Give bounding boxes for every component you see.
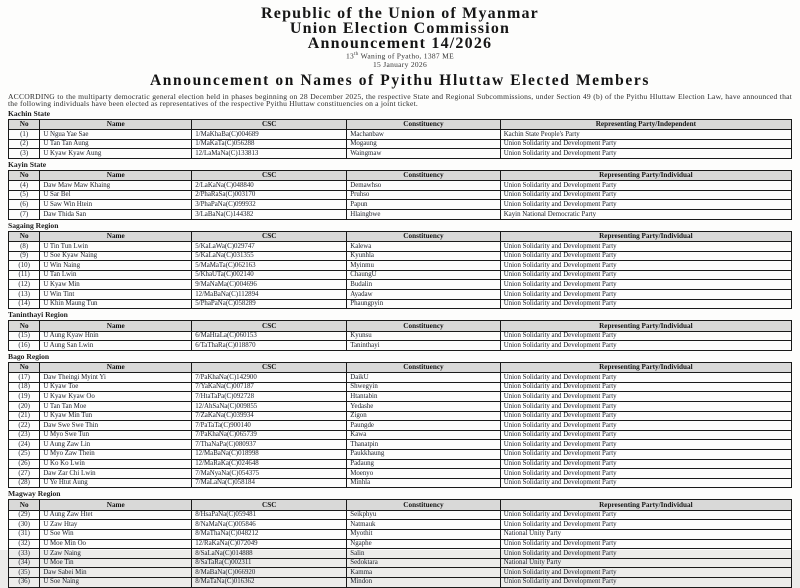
table-row: [9, 558, 792, 568]
representing-party: Union Solidarity and Development Party: [500, 331, 791, 341]
csc-number: 12/MaRaKa(C)024648: [192, 459, 347, 469]
representing-party: Union Solidarity and Development Party: [500, 139, 791, 149]
table-header-row: [9, 362, 792, 372]
table-row: [9, 210, 792, 220]
table-header-row: [9, 231, 792, 241]
column-header: Representing Party/Individual: [500, 231, 791, 241]
representing-party: Union Solidarity and Development Party: [500, 411, 791, 421]
announcement-number: Announcement 14/2026: [307, 35, 493, 52]
row-number: (27): [9, 469, 40, 479]
csc-number: 5/MaMaTa(C)062163: [192, 261, 347, 271]
table-row: [9, 430, 792, 440]
representing-party: Union Solidarity and Development Party: [500, 190, 791, 200]
column-header: CSC: [192, 362, 347, 372]
representing-party: Union Solidarity and Development Party: [500, 200, 791, 210]
csc-number: 7/MaLaNa(C)058184: [192, 478, 347, 488]
representing-party: Union Solidarity and Development Party: [500, 449, 791, 459]
column-header: CSC: [192, 119, 347, 129]
constituency: Phaungpyin: [347, 299, 500, 309]
representing-party: Union Solidarity and Development Party: [500, 181, 791, 191]
row-number: (2): [9, 139, 40, 149]
table-row: [9, 449, 792, 459]
representing-party: Union Solidarity and Development Party: [500, 568, 791, 578]
column-header: Representing Party/Individual: [500, 500, 791, 510]
column-header: CSC: [192, 321, 347, 331]
row-number: (18): [9, 382, 40, 392]
constituency: Myothit: [347, 529, 500, 539]
representing-party: Union Solidarity and Development Party: [500, 510, 791, 520]
column-header: Name: [40, 362, 192, 372]
csc-number: 8/NaMaNa(C)005846: [192, 520, 347, 530]
representing-party: Kachin State People's Party: [500, 130, 791, 140]
column-header: Name: [40, 119, 192, 129]
row-number: (19): [9, 392, 40, 402]
row-number: (9): [9, 251, 40, 261]
table-row: [9, 251, 792, 261]
csc-number: 8/MaBaNa(C)066920: [192, 568, 347, 578]
table-row: [9, 242, 792, 252]
table-row: [9, 139, 792, 149]
constituency: Pruhso: [347, 190, 500, 200]
constituency: Waingmaw: [347, 149, 500, 159]
member-name: U Aung San Lwin: [40, 341, 192, 351]
column-header: Name: [40, 321, 192, 331]
constituency: Moenyo: [347, 469, 500, 479]
csc-number: 5/KhaUTa(C)002140: [192, 270, 347, 280]
member-name: Daw Thida San: [40, 210, 192, 220]
table-row: [9, 331, 792, 341]
column-header: No: [9, 362, 40, 372]
csc-number: 12/LaMaNa(C)133813: [192, 149, 347, 159]
csc-number: 12/MaBaNa(C)018998: [192, 449, 347, 459]
member-name: U Tin Tun Lwin: [40, 242, 192, 252]
csc-number: 8/MaTaNa(C)016362: [192, 577, 347, 587]
row-number: (1): [9, 130, 40, 140]
member-name: U Myo Zaw Thein: [40, 449, 192, 459]
csc-number: 2/LaKaNa(C)048840: [192, 181, 347, 191]
member-name: U Tan Tan Moe: [40, 402, 192, 412]
csc-number: 7/ZaKaNa(C)039934: [192, 411, 347, 421]
member-name: Daw Sabei Min: [40, 568, 192, 578]
row-number: (31): [9, 529, 40, 539]
representing-party: Union Solidarity and Development Party: [500, 270, 791, 280]
row-number: (25): [9, 449, 40, 459]
csc-number: 6/TaThaRa(C)018870: [192, 341, 347, 351]
row-number: (20): [9, 402, 40, 412]
member-name: Daw Swe Swe Thin: [40, 421, 192, 431]
constituency: Taninthayi: [347, 341, 500, 351]
region-label: Sagaing Region: [8, 220, 59, 230]
row-number: (28): [9, 478, 40, 488]
member-name: U Aung Zaw Lin: [40, 440, 192, 450]
row-number: (17): [9, 373, 40, 383]
representing-party: Union Solidarity and Development Party: [500, 478, 791, 488]
region-label: Kachin State: [8, 108, 50, 118]
member-name: U Soe Naing: [40, 577, 192, 587]
representing-party: National Unity Party: [500, 529, 791, 539]
member-name: U Khin Maung Tun: [40, 299, 192, 309]
constituency: Kamma: [347, 568, 500, 578]
column-header: Constituency: [347, 500, 500, 510]
row-number: (34): [9, 558, 40, 568]
csc-number: 7/PaTaTa(C)900140: [192, 421, 347, 431]
table-header-row: [9, 170, 792, 180]
row-number: (23): [9, 430, 40, 440]
row-number: (7): [9, 210, 40, 220]
csc-number: 7/HtaTaPa(C)092728: [192, 392, 347, 402]
csc-number: 9/MaNaMa(C)004696: [192, 280, 347, 290]
member-name: Daw Theingi Myint Yi: [40, 373, 192, 383]
constituency: Papun: [347, 200, 500, 210]
csc-number: 7/PaKhaNa(C)065739: [192, 430, 347, 440]
csc-number: 12/AhSaNa(C)009855: [192, 402, 347, 412]
announcement-subtitle: Announcement on Names of Pyithu Hluttaw Elected Members: [149, 71, 650, 89]
table-row: [9, 577, 792, 587]
column-header: No: [9, 500, 40, 510]
constituency: Natmauk: [347, 520, 500, 530]
row-number: (8): [9, 242, 40, 252]
column-header: Representing Party/Individual: [500, 362, 791, 372]
csc-number: 5/KaLaWa(C)029747: [192, 242, 347, 252]
row-number: (29): [9, 510, 40, 520]
csc-number: 1/MaKhaBa(C)004689: [192, 130, 347, 140]
member-name: U Kyaw Toe: [40, 382, 192, 392]
member-name: U Ngua Yae Sae: [40, 130, 192, 140]
csc-number: 7/ThaNaPa(C)080937: [192, 440, 347, 450]
row-number: (15): [9, 331, 40, 341]
table-row: [9, 200, 792, 210]
member-name: U Sar Bel: [40, 190, 192, 200]
table-row: [9, 373, 792, 383]
row-number: (13): [9, 290, 40, 300]
constituency: Sedoktara: [347, 558, 500, 568]
row-number: (5): [9, 190, 40, 200]
column-header: No: [9, 170, 40, 180]
constituency: Machanbaw: [347, 130, 500, 140]
representing-party: Union Solidarity and Development Party: [500, 392, 791, 402]
constituency: Myinmu: [347, 261, 500, 271]
csc-number: 7/PaKhaNa(C)142900: [192, 373, 347, 383]
constituency: ChaungU: [347, 270, 500, 280]
row-number: (3): [9, 149, 40, 159]
constituency: Paukkhaung: [347, 449, 500, 459]
column-header: Representing Party/Independent: [500, 119, 791, 129]
member-name: U Tan Lwin: [40, 270, 192, 280]
row-number: (22): [9, 421, 40, 431]
representing-party: Union Solidarity and Development Party: [500, 341, 791, 351]
member-name: U Kyaw Kyaw Aung: [40, 149, 192, 159]
representing-party: Union Solidarity and Development Party: [500, 440, 791, 450]
members-table: [8, 320, 792, 351]
members-table: [8, 231, 792, 310]
row-number: (12): [9, 280, 40, 290]
column-header: CSC: [192, 500, 347, 510]
representing-party: Union Solidarity and Development Party: [500, 459, 791, 469]
column-header: Constituency: [347, 170, 500, 180]
table-header-row: [9, 119, 792, 129]
representing-party: Union Solidarity and Development Party: [500, 242, 791, 252]
representing-party: Union Solidarity and Development Party: [500, 421, 791, 431]
constituency: Mindon: [347, 577, 500, 587]
table-row: [9, 270, 792, 280]
region-label: Bago Region: [8, 351, 50, 361]
table-row: [9, 341, 792, 351]
table-header-row: [9, 500, 792, 510]
representing-party: Union Solidarity and Development Party: [500, 549, 791, 559]
intro-paragraph: ACCORDING to the multiparty democratic general election held in phases beginning on 28 December 2025, the respective State and Regional Subcommissions, under Section 49 (b) of the Pyithu Hluttaw Election Law, have announced that the following individuals have been elected as representatives of the respective Pyithu Hluttaw constituencies on a joint ticket.: [8, 91, 792, 109]
column-header: No: [9, 231, 40, 241]
table-row: [9, 459, 792, 469]
table-row: [9, 421, 792, 431]
constituency: DaikU: [347, 373, 500, 383]
member-name: U Zaw Naing: [40, 549, 192, 559]
english-date: 15 January 2026: [372, 59, 428, 69]
commission-title: Union Election Commission: [289, 20, 511, 37]
column-header: Representing Party/Individual: [500, 170, 791, 180]
column-header: Representing Party/Individual: [500, 321, 791, 331]
table-row: [9, 520, 792, 530]
representing-party: Kayin National Democratic Party: [500, 210, 791, 220]
member-name: U Saw Win Htein: [40, 200, 192, 210]
member-name: U Zaw Htay: [40, 520, 192, 530]
members-table: [8, 119, 792, 159]
column-header: Constituency: [347, 119, 500, 129]
constituency: Htantabin: [347, 392, 500, 402]
csc-number: 1/MaKaTa(C)056288: [192, 139, 347, 149]
document-header: [8, 6, 792, 69]
table-row: [9, 290, 792, 300]
column-header: No: [9, 321, 40, 331]
member-name: U Ye Htut Aung: [40, 478, 192, 488]
row-number: (21): [9, 411, 40, 421]
column-header: CSC: [192, 231, 347, 241]
table-row: [9, 299, 792, 309]
constituency: Demawhso: [347, 181, 500, 191]
row-number: (11): [9, 270, 40, 280]
member-name: Daw Zar Chi Lwin: [40, 469, 192, 479]
table-header-row: [9, 321, 792, 331]
member-name: U Kyaw Kyaw Oo: [40, 392, 192, 402]
region-label: Magway Region: [8, 489, 61, 499]
row-number: (10): [9, 261, 40, 271]
table-row: [9, 510, 792, 520]
member-name: U Aung Kyaw Hnin: [40, 331, 192, 341]
representing-party: Union Solidarity and Development Party: [500, 577, 791, 587]
representing-party: Union Solidarity and Development Party: [500, 382, 791, 392]
column-header: Name: [40, 231, 192, 241]
constituency: Mogaung: [347, 139, 500, 149]
representing-party: Union Solidarity and Development Party: [500, 290, 791, 300]
table-row: [9, 130, 792, 140]
member-name: U Ko Ko Lwin: [40, 459, 192, 469]
myanmar-date: 13th Waning of Pyatho, 1387 ME: [346, 51, 454, 61]
row-number: (32): [9, 539, 40, 549]
region-label: Taninthayi Region: [8, 310, 68, 320]
constituency: Padaung: [347, 459, 500, 469]
member-name: U Win Tint: [40, 290, 192, 300]
table-row: [9, 411, 792, 421]
representing-party: Union Solidarity and Development Party: [500, 261, 791, 271]
table-row: [9, 261, 792, 271]
member-name: U Myo Swe Tun: [40, 430, 192, 440]
member-name: U Moe Tin: [40, 558, 192, 568]
constituency: Kawa: [347, 430, 500, 440]
table-row: [9, 478, 792, 488]
csc-number: 8/HsaPaNa(C)059481: [192, 510, 347, 520]
constituency: Ngaphe: [347, 539, 500, 549]
column-header: Constituency: [347, 362, 500, 372]
representing-party: Union Solidarity and Development Party: [500, 251, 791, 261]
representing-party: Union Solidarity and Development Party: [500, 149, 791, 159]
member-name: U Win Naing: [40, 261, 192, 271]
csc-number: 12/RaKaNa(C)072049: [192, 539, 347, 549]
representing-party: Union Solidarity and Development Party: [500, 430, 791, 440]
row-number: (26): [9, 459, 40, 469]
constituency: Thanatpin: [347, 440, 500, 450]
constituency: Yedashe: [347, 402, 500, 412]
csc-number: 3/LaBaNa(C)144382: [192, 210, 347, 220]
representing-party: Union Solidarity and Development Party: [500, 280, 791, 290]
csc-number: 8/SaTaRa(C)002311: [192, 558, 347, 568]
member-name: Daw Maw Maw Khaing: [40, 181, 192, 191]
row-number: (24): [9, 440, 40, 450]
representing-party: Union Solidarity and Development Party: [500, 520, 791, 530]
csc-number: 7/YaKaNa(C)007187: [192, 382, 347, 392]
row-number: (16): [9, 341, 40, 351]
column-header: CSC: [192, 170, 347, 180]
constituency: Shwegyin: [347, 382, 500, 392]
constituency: Seikphyu: [347, 510, 500, 520]
table-row: [9, 568, 792, 578]
constituency: Minhla: [347, 478, 500, 488]
table-row: [9, 529, 792, 539]
country-title: Republic of the Union of Myanmar: [261, 5, 539, 22]
table-row: [9, 549, 792, 559]
representing-party: National Unity Party: [500, 558, 791, 568]
member-name: U Aung Zaw Htet: [40, 510, 192, 520]
members-table: [8, 499, 792, 587]
column-header: No: [9, 119, 40, 129]
member-name: U Moe Min Oo: [40, 539, 192, 549]
csc-number: 3/PhaPaNa(C)099932: [192, 200, 347, 210]
constituency: Ayadaw: [347, 290, 500, 300]
member-name: U Soe Win: [40, 529, 192, 539]
row-number: (14): [9, 299, 40, 309]
csc-number: 5/KaLaNa(C)031355: [192, 251, 347, 261]
row-number: (36): [9, 577, 40, 587]
csc-number: 5/PhaPaNa(C)058289: [192, 299, 347, 309]
row-number: (6): [9, 200, 40, 210]
row-number: (30): [9, 520, 40, 530]
constituency: Zigon: [347, 411, 500, 421]
representing-party: Union Solidarity and Development Party: [500, 373, 791, 383]
table-row: [9, 280, 792, 290]
table-row: [9, 181, 792, 191]
csc-number: 2/PhaRaSa(C)003170: [192, 190, 347, 200]
csc-number: 8/MaThaNa(C)048212: [192, 529, 347, 539]
members-table: [8, 362, 792, 489]
column-header: Name: [40, 170, 192, 180]
csc-number: 12/MaBaNa(C)112894: [192, 290, 347, 300]
table-row: [9, 469, 792, 479]
region-sections: [8, 110, 792, 588]
constituency: Salin: [347, 549, 500, 559]
region-label: Kayin State: [8, 159, 47, 169]
constituency: Paungde: [347, 421, 500, 431]
constituency: Kyunhla: [347, 251, 500, 261]
members-table: [8, 170, 792, 220]
csc-number: 7/MaNyaNa(C)054375: [192, 469, 347, 479]
constituency: Budalin: [347, 280, 500, 290]
member-name: U Soe Kyaw Naing: [40, 251, 192, 261]
row-number: (35): [9, 568, 40, 578]
representing-party: Union Solidarity and Development Party: [500, 469, 791, 479]
table-row: [9, 402, 792, 412]
constituency: Kyunsu: [347, 331, 500, 341]
column-header: Constituency: [347, 231, 500, 241]
table-row: [9, 392, 792, 402]
table-row: [9, 382, 792, 392]
table-row: [9, 149, 792, 159]
row-number: (4): [9, 181, 40, 191]
column-header: Name: [40, 500, 192, 510]
csc-number: 6/MaHtaLa(C)060153: [192, 331, 347, 341]
table-row: [9, 539, 792, 549]
member-name: U Tan Tan Aung: [40, 139, 192, 149]
constituency: Hlaingbwe: [347, 210, 500, 220]
row-number: (33): [9, 549, 40, 559]
representing-party: Union Solidarity and Development Party: [500, 402, 791, 412]
table-row: [9, 190, 792, 200]
member-name: U Kyaw Min Tun: [40, 411, 192, 421]
column-header: Constituency: [347, 321, 500, 331]
representing-party: Union Solidarity and Development Party: [500, 299, 791, 309]
table-row: [9, 440, 792, 450]
csc-number: 8/SaLaNa(C)014888: [192, 549, 347, 559]
member-name: U Kyaw Min: [40, 280, 192, 290]
constituency: Kalewa: [347, 242, 500, 252]
representing-party: Union Solidarity and Development Party: [500, 539, 791, 549]
